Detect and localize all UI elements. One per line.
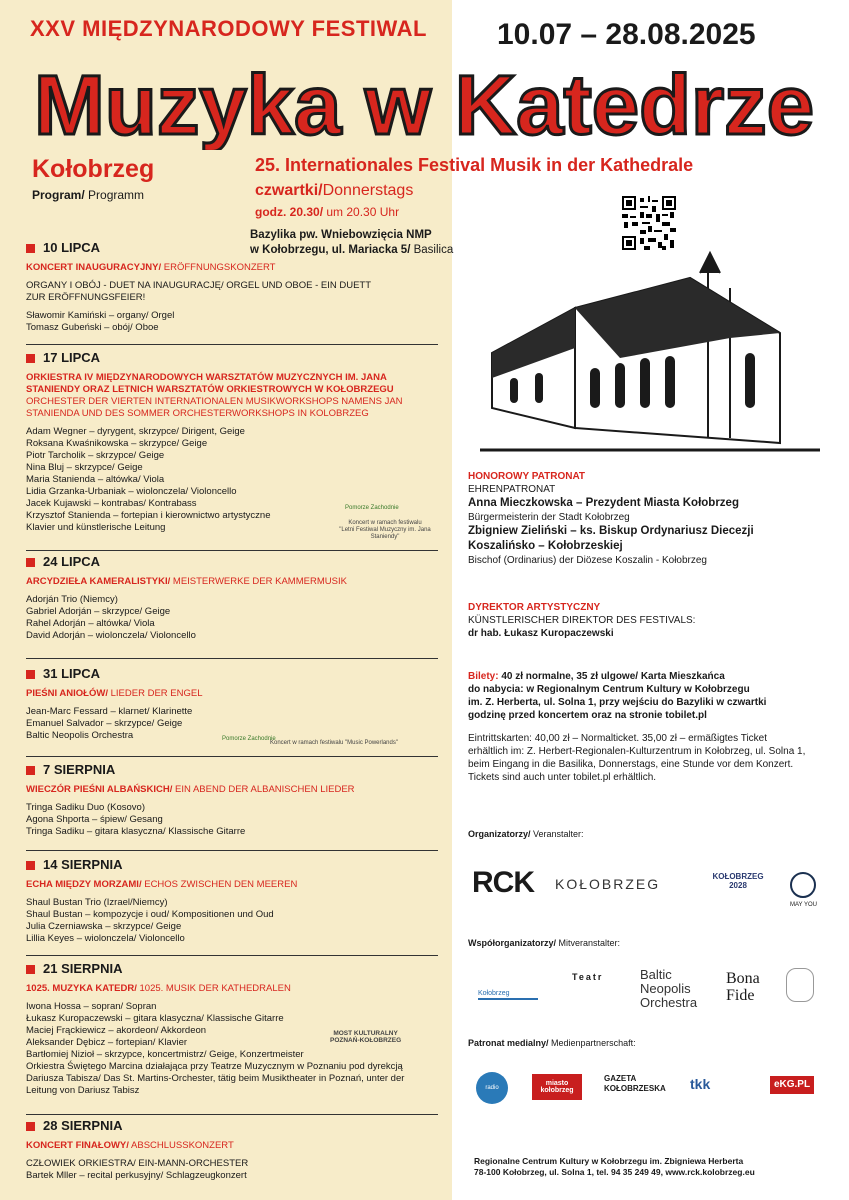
teatr-logo[interactable]: Teatr <box>572 972 604 982</box>
concert-title: ARCYDZIEŁA KAMERALISTYKI/ MEISTERWERKE DER KAMMERMUSIK <box>26 576 347 587</box>
concert-7-august: 7 SIERPNIA WIECZÓR PIEŚNI ALBAŃSKICH/ EIN ABEND DER ALBANISCHEN LIEDER Tringa Sadiku Duo (Kosovo) Agona Shporta – śpiew/ Gesang Tringa Sadiku – gitara klasyczna/ Klassische Gitarre <box>26 764 438 838</box>
program-label: Program/ Programm <box>32 188 145 202</box>
venue: Bazylika pw. Wniebowzięcia NMP w Kołobrzegu, ul. Mariacka 5/ Basilica <box>250 229 454 256</box>
concert-28-august: 28 SIERPNIA KONCERT FINAŁOWY/ ABSCHLUSSKONZERT CZŁOWIEK ORKIESTRA/ EIN-MANN-ORCHESTER Bartek Mller – recital perkusyjny/ Schlagzeugkonzert <box>26 1120 438 1182</box>
gazeta-kolobrzeska-logo[interactable]: GAZETA KOŁOBRZESKA <box>604 1074 666 1093</box>
bullet-square-icon <box>26 766 35 775</box>
concert-title: ORKIESTRA IV MIĘDZYNARODOWYCH WARSZTATÓW MUZYCZNYCH IM. JANA <box>26 372 387 383</box>
most-kulturalny-logo: MOST KULTURALNY POZNAŃ-KOŁOBRZEG <box>330 1030 402 1044</box>
sponsor-note: Koncert w ramach festiwalu "Letni Festiwal Muzyczny im. Jana Staniendy" <box>339 520 431 540</box>
baltic-neopolis-logo[interactable]: Baltic Neopolis Orchestra <box>640 967 698 1010</box>
concert-date: 28 SIERPNIA <box>43 1118 123 1133</box>
concert-title: 1025. MUZYKA KATEDR/ 1025. MUSIK DER KATHEDRALEN <box>26 983 291 994</box>
thursdays: czwartki/Donnerstags <box>255 182 414 199</box>
divider <box>26 550 438 551</box>
divider <box>26 850 438 851</box>
concert-31-july: 31 LIPCA PIEŚNI ANIOŁÓW/ LIEDER DER ENGEL Jean-Marc Fessard – klarnet/ Klarinette Emanuel Salvador – skrzypce/ Geige Baltic Neopolis Orchestra <box>26 668 438 742</box>
concert-title: KONCERT INAUGURACYJNY/ ERÖFFNUNGSKONZERT <box>26 262 276 273</box>
honorary-patronage: HONOROWY PATRONAT EHRENPATRONAT Anna Mieczkowska – Prezydent Miasta Kołobrzeg Bürgermeisterin der Stadt Kołobrzeg Zbigniew Zieliński – ks. Biskup Ordynariusz Diecezji Koszalińsko – Kołobrzeskiej Bischof (Ordinarius) der Diözese Koszalin - Kołobrzeg <box>468 471 754 566</box>
bona-fide-logo[interactable]: Bona Fide <box>726 970 760 1004</box>
concert-date: 10 LIPCA <box>43 240 101 255</box>
concert-10-july: 10 LIPCA KONCERT INAUGURACYJNY/ ERÖFFNUNGSKONZERT ORGANY I OBÓJ - DUET NA INAUGURACJĘ/ ORGEL UND OBOE - EIN DUETT ZUR ERÖFFNUNGSFEIER! Sławomir Kamiński – organy/ Orgel Tomasz Gubeński – obój/ Oboe <box>26 242 438 334</box>
concert-date: 24 LIPCA <box>43 554 101 569</box>
artistic-director: DYREKTOR ARTYSTYCZNY KÜNSTLERISCHER DIREKTOR DES FESTIVALS: dr hab. Łukasz Kuropaczewski <box>468 602 696 639</box>
concert-time: godz. 20.30/ um 20.30 Uhr <box>255 205 400 219</box>
concert-date: 21 SIERPNIA <box>43 961 123 976</box>
pomorze-logo: Pomorze Zachodnie <box>222 736 276 742</box>
may-you-logo-icon[interactable] <box>790 872 816 898</box>
kolobrzeg-logo[interactable]: KOŁOBRZEG <box>555 876 661 892</box>
concert-date: 7 SIERPNIA <box>43 762 116 777</box>
kolobrzeg-2028-logo[interactable]: KOŁOBRZEG 2028 <box>712 872 764 890</box>
divider <box>26 344 438 345</box>
bullet-square-icon <box>26 1122 35 1131</box>
concert-21-august: 21 SIERPNIA 1025. MUZYKA KATEDR/ 1025. MUSIK DER KATHEDRALEN Iwona Hossa – sopran/ Sopran Łukasz Kuropaczewski – gitara klasyczna/ Klassische Gitarre Maciej Frąckiewicz – akordeon/ Akkordeon Aleksander Dębicz – fortepian/ Klavier Bartłomiej Nizioł – skrzypce, koncertmistrz/ Geige, Konzertmeister Orkiestra Świętego Marcina działająca przy Teatrze Muzycznym w Poznaniu pod dyrekcją Dariusza Tabisza/ Das St. Martins-Orchester, tätig beim Musiktheater in Poznań, unter der Leitung von Dariusz Tabisz <box>26 963 438 1097</box>
festival-subtitle: XXV MIĘDZYNARODOWY FESTIWAL <box>30 16 427 41</box>
concert-17-july: 17 LIPCA ORKIESTRA IV MIĘDZYNARODOWYCH WARSZTATÓW MUZYCZNYCH IM. JANA STANIENDY ORAZ LETNICH WARSZTATÓW ORKIESTROWYCH W KOŁOBRZEGU ORCHESTER DER VIERTEN INTERNATIONALEN MUSIKWORKSHOPS NAMENS JAN STANIENDA UND DES SOMMER ORCHESTERWORKSHOPS IN KOLOBRZEG Adam Wegner – dyrygent, skrzypce/ Dirigent, Geige Roksana Kwaśnikowska – skrzypce/ Geige Piotr Tarcholik – skrzypce/ Geige Nina Bluj – skrzypce/ Geige Maria Stanienda – altówka/ Viola Lidia Grzanka-Urbaniak – wiolonczela/ Violoncello Jacek Kujawski – kontrabas/ Kontrabass Krzysztof Stanienda – fortepian i kierownictwo artystyczne Klavier und künstlerische Leitung <box>26 352 438 534</box>
footer-address: Regionalne Centrum Kultury w Kołobrzegu im. Zbigniewa Herberta 78-100 Kołobrzeg, ul. Solna 1, tel. 94 35 249 49, www.rck.kolobrzeg.eu <box>474 1156 755 1177</box>
organizers-label: Organizatorzy/ Veranstalter: <box>468 829 584 839</box>
radio-logo[interactable]: radio <box>476 1072 508 1104</box>
concert-date: 14 SIERPNIA <box>43 857 123 872</box>
tickets-info: Bilety: 40 zł normalne, 35 zł ulgowe/ Karta Mieszkańca do nabycia: w Regionalnym Centrum Kultury w Kołobrzegu im. Z. Herberta, ul. Solna 1, przy wejściu do Bazyliki w czwartki godzinę przed koncertem oraz na stronie tobilet.pl Eintrittskarten: 40,00 zł – Normalticket. 35,00 zł – ermäßigtes Ticket erhältlich im: Z. Herbert-Regionalen-Kulturzentrum in Kołobrzeg, ul. Solna 1, beim Eingang in die Basilika, Donnerstags, eine Stunde vor dem Konzert. Tickets sind auch unter tobilet.pl erhältlich. <box>468 671 806 783</box>
bullet-square-icon <box>26 861 35 870</box>
concert-date: 31 LIPCA <box>43 666 101 681</box>
miasto-kolobrzeg-logo[interactable]: miasto kołobrzeg <box>532 1074 582 1100</box>
coorganizers-label: Współorganizatorzy/ Mitveranstalter: <box>468 938 621 948</box>
main-title-text: Muzyka w Katedrze <box>34 58 814 150</box>
city-name: Kołobrzeg <box>32 155 155 183</box>
concert-title: PIEŚNI ANIOŁÓW/ LIEDER DER ENGEL <box>26 688 203 699</box>
concert-title: KONCERT FINAŁOWY/ ABSCHLUSSKONZERT <box>26 1140 234 1151</box>
concert-title: WIECZÓR PIEŚNI ALBAŃSKICH/ EIN ABEND DER ALBANISCHEN LIEDER <box>26 784 355 795</box>
bullet-square-icon <box>26 244 35 253</box>
bullet-square-icon <box>26 965 35 974</box>
crest-logo-icon[interactable] <box>786 968 814 1002</box>
sponsor-note: Koncert w ramach festiwalu "Music Powerlands" <box>270 740 398 746</box>
concert-date: 17 LIPCA <box>43 350 101 365</box>
may-you-label: MAY YOU <box>790 902 818 908</box>
main-title <box>30 56 820 150</box>
divider <box>26 1114 438 1115</box>
concert-24-july: 24 LIPCA ARCYDZIEŁA KAMERALISTYKI/ MEISTERWERKE DER KAMMERMUSIK Adorján Trio (Niemcy) Gabriel Adorján – skrzypce/ Geige Rahel Adorján – altówka/ Viola David Adorján – wiolonczela/ Violoncello <box>26 556 438 642</box>
divider <box>26 955 438 956</box>
ekg-logo[interactable]: eKG.PL <box>770 1076 814 1094</box>
media-label: Patronat medialny/ Medienpartnerschaft: <box>468 1038 636 1048</box>
cathedral-illustration-icon <box>480 238 820 453</box>
rck-logo[interactable]: RCK <box>472 866 534 899</box>
bullet-square-icon <box>26 670 35 679</box>
divider <box>26 658 438 659</box>
festival-dates: 10.07 – 28.08.2025 <box>497 18 756 51</box>
bullet-square-icon <box>26 354 35 363</box>
kolobrzeg-coorg-logo[interactable]: Kołobrzeg <box>478 972 538 1000</box>
german-title: 25. Internationales Festival Musik in der Kathedrale <box>255 155 694 175</box>
concert-title: ECHA MIĘDZY MORZAMI/ ECHOS ZWISCHEN DEN MEEREN <box>26 879 298 890</box>
concert-14-august: 14 SIERPNIA ECHA MIĘDZY MORZAMI/ ECHOS ZWISCHEN DEN MEEREN Shaul Bustan Trio (Izrael/Niemcy) Shaul Bustan – kompozycje i oud/ Kompositionen und Oud Julia Czerniawska – skrzypce/ Geige Lillia Keyes – wiolonczela/ Violoncello <box>26 859 438 945</box>
bullet-square-icon <box>26 558 35 567</box>
tkk-logo[interactable]: tkk <box>690 1076 711 1092</box>
divider <box>26 756 438 757</box>
pomorze-logo: Pomorze Zachodnie <box>345 505 399 511</box>
